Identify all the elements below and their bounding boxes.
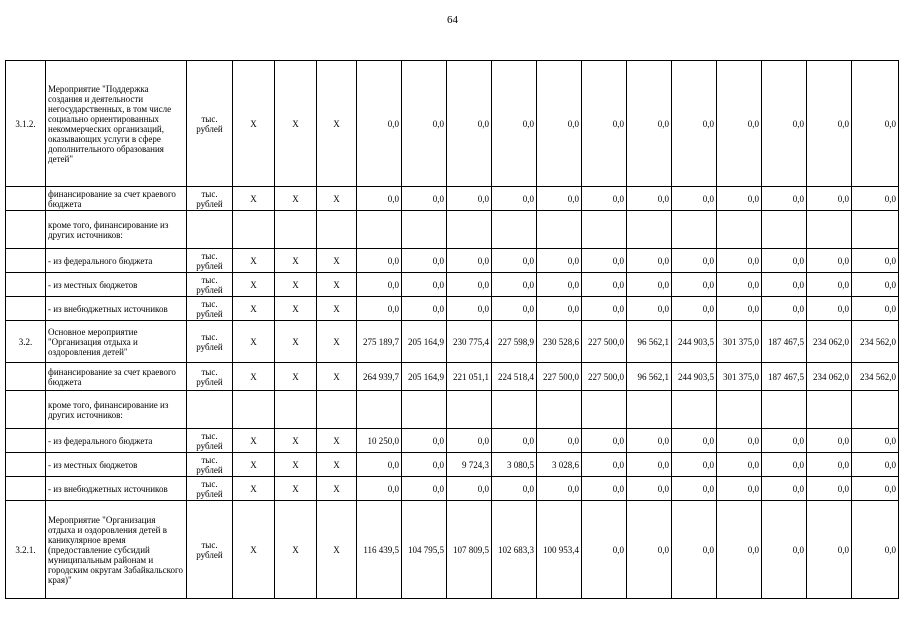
row-number: [6, 391, 46, 429]
value-cell: 0,0: [717, 477, 762, 501]
value-cell: [762, 391, 807, 429]
x-cell: X: [317, 297, 357, 321]
value-cell: 0,0: [357, 273, 402, 297]
x-cell: X: [275, 501, 317, 599]
row-name: - из внебюджетных источников: [46, 477, 187, 501]
table-row: [6, 321, 899, 363]
value-cell: 0,0: [627, 501, 672, 599]
value-cell: 0,0: [492, 297, 537, 321]
x-cell: X: [275, 321, 317, 363]
value-cell: 0,0: [627, 273, 672, 297]
value-cell: [537, 391, 582, 429]
value-cell: 0,0: [807, 187, 852, 211]
x-cell: X: [275, 249, 317, 273]
value-cell: 0,0: [852, 249, 899, 273]
x-cell: X: [233, 363, 275, 391]
row-unit: тыс. рублей: [187, 297, 233, 321]
row-unit: тыс. рублей: [187, 249, 233, 273]
value-cell: 234 062,0: [807, 363, 852, 391]
value-cell: 0,0: [627, 61, 672, 187]
value-cell: 0,0: [762, 249, 807, 273]
value-cell: 0,0: [672, 477, 717, 501]
x-cell: X: [317, 429, 357, 453]
value-cell: [717, 211, 762, 249]
row-name: - из местных бюджетов: [46, 273, 187, 297]
value-cell: 0,0: [717, 429, 762, 453]
table-row: [6, 211, 899, 249]
row-number: 3.2.1.: [6, 501, 46, 599]
value-cell: [807, 211, 852, 249]
value-cell: 0,0: [447, 429, 492, 453]
value-cell: 0,0: [627, 187, 672, 211]
row-number: [6, 453, 46, 477]
value-cell: 0,0: [852, 429, 899, 453]
x-cell: X: [233, 501, 275, 599]
value-cell: 0,0: [582, 453, 627, 477]
value-cell: [447, 391, 492, 429]
x-cell: X: [275, 273, 317, 297]
row-name: кроме того, финансирование из других источников:: [46, 391, 187, 429]
value-cell: 104 795,5: [402, 501, 447, 599]
value-cell: 0,0: [492, 429, 537, 453]
value-cell: 244 903,5: [672, 321, 717, 363]
x-cell: X: [317, 363, 357, 391]
row-number: [6, 477, 46, 501]
value-cell: [402, 211, 447, 249]
value-cell: 187 467,5: [762, 321, 807, 363]
value-cell: 0,0: [537, 273, 582, 297]
row-name: - из местных бюджетов: [46, 453, 187, 477]
budget-table: [5, 60, 899, 599]
value-cell: 187 467,5: [762, 363, 807, 391]
value-cell: 0,0: [537, 187, 582, 211]
value-cell: [672, 391, 717, 429]
value-cell: 0,0: [852, 297, 899, 321]
value-cell: 0,0: [807, 273, 852, 297]
value-cell: 9 724,3: [447, 453, 492, 477]
value-cell: 224 518,4: [492, 363, 537, 391]
value-cell: 0,0: [402, 453, 447, 477]
value-cell: 116 439,5: [357, 501, 402, 599]
value-cell: 0,0: [357, 61, 402, 187]
x-cell: X: [317, 321, 357, 363]
value-cell: 96 562,1: [627, 363, 672, 391]
value-cell: 0,0: [492, 273, 537, 297]
x-cell: X: [275, 477, 317, 501]
row-name: Основное мероприятие "Организация отдыха и оздоровления детей": [46, 321, 187, 363]
x-cell: X: [275, 453, 317, 477]
row-name: финансирование за счет краевого бюджета: [46, 363, 187, 391]
table-row: [6, 477, 899, 501]
x-cell: X: [275, 297, 317, 321]
value-cell: 0,0: [582, 249, 627, 273]
x-cell: X: [275, 61, 317, 187]
value-cell: 0,0: [627, 297, 672, 321]
value-cell: 230 775,4: [447, 321, 492, 363]
value-cell: 234 562,0: [852, 321, 899, 363]
value-cell: 275 189,7: [357, 321, 402, 363]
value-cell: 0,0: [492, 249, 537, 273]
x-cell: X: [233, 297, 275, 321]
value-cell: 0,0: [402, 297, 447, 321]
value-cell: 0,0: [537, 249, 582, 273]
x-cell: [317, 391, 357, 429]
value-cell: 0,0: [672, 249, 717, 273]
table-row: [6, 187, 899, 211]
x-cell: X: [317, 477, 357, 501]
row-unit: тыс. рублей: [187, 187, 233, 211]
value-cell: 3 080,5: [492, 453, 537, 477]
table-row: [6, 61, 899, 187]
row-unit: тыс. рублей: [187, 273, 233, 297]
value-cell: 0,0: [402, 429, 447, 453]
value-cell: 0,0: [447, 61, 492, 187]
value-cell: 0,0: [357, 297, 402, 321]
row-unit: тыс. рублей: [187, 429, 233, 453]
value-cell: 0,0: [672, 61, 717, 187]
x-cell: X: [275, 429, 317, 453]
value-cell: 0,0: [402, 61, 447, 187]
value-cell: [627, 211, 672, 249]
value-cell: 0,0: [807, 477, 852, 501]
value-cell: 0,0: [807, 297, 852, 321]
value-cell: 0,0: [852, 273, 899, 297]
x-cell: X: [317, 187, 357, 211]
x-cell: X: [317, 273, 357, 297]
page-number: 64: [447, 14, 458, 26]
value-cell: 0,0: [717, 453, 762, 477]
value-cell: 0,0: [537, 477, 582, 501]
x-cell: X: [317, 249, 357, 273]
value-cell: [402, 391, 447, 429]
x-cell: [275, 391, 317, 429]
row-name: Мероприятие "Организация отдыха и оздоровления детей в каникулярное время (предоставление субсидий муниципальным районам и городским округам Забайкальского края)": [46, 501, 187, 599]
value-cell: [357, 211, 402, 249]
value-cell: [762, 211, 807, 249]
row-name: - из федерального бюджета: [46, 429, 187, 453]
value-cell: 0,0: [627, 429, 672, 453]
value-cell: 0,0: [672, 297, 717, 321]
value-cell: 0,0: [627, 453, 672, 477]
row-number: [6, 273, 46, 297]
row-name: - из федерального бюджета: [46, 249, 187, 273]
row-number: 3.1.2.: [6, 61, 46, 187]
x-cell: [317, 211, 357, 249]
row-number: [6, 187, 46, 211]
x-cell: X: [317, 61, 357, 187]
value-cell: 0,0: [402, 477, 447, 501]
row-name: Мероприятие "Поддержка создания и деятельности негосударственных, в том числе социально ориентированных некоммерческих организаций, оказывающих услуги в сфере дополнительного образования детей": [46, 61, 187, 187]
value-cell: 0,0: [762, 61, 807, 187]
value-cell: 0,0: [582, 273, 627, 297]
value-cell: 0,0: [852, 453, 899, 477]
value-cell: 301 375,0: [717, 321, 762, 363]
value-cell: 0,0: [672, 187, 717, 211]
value-cell: 0,0: [447, 187, 492, 211]
row-unit: тыс. рублей: [187, 477, 233, 501]
value-cell: 0,0: [717, 501, 762, 599]
row-unit: [187, 391, 233, 429]
value-cell: 0,0: [762, 297, 807, 321]
value-cell: [537, 211, 582, 249]
value-cell: 264 939,7: [357, 363, 402, 391]
value-cell: [357, 391, 402, 429]
value-cell: 227 500,0: [582, 321, 627, 363]
value-cell: [447, 211, 492, 249]
value-cell: 96 562,1: [627, 321, 672, 363]
value-cell: 0,0: [807, 61, 852, 187]
value-cell: 100 953,4: [537, 501, 582, 599]
row-unit: [187, 211, 233, 249]
value-cell: 0,0: [537, 61, 582, 187]
x-cell: X: [233, 249, 275, 273]
value-cell: 244 903,5: [672, 363, 717, 391]
table-row: [6, 249, 899, 273]
value-cell: 0,0: [762, 477, 807, 501]
value-cell: 0,0: [492, 61, 537, 187]
value-cell: 0,0: [447, 477, 492, 501]
value-cell: 0,0: [402, 249, 447, 273]
value-cell: 0,0: [852, 501, 899, 599]
table-row: [6, 453, 899, 477]
row-unit: тыс. рублей: [187, 363, 233, 391]
table-row: [6, 391, 899, 429]
value-cell: 0,0: [492, 187, 537, 211]
x-cell: X: [233, 321, 275, 363]
row-number: [6, 429, 46, 453]
value-cell: 0,0: [447, 273, 492, 297]
value-cell: 301 375,0: [717, 363, 762, 391]
value-cell: [852, 211, 899, 249]
value-cell: 0,0: [582, 477, 627, 501]
row-unit: тыс. рублей: [187, 501, 233, 599]
value-cell: 0,0: [357, 187, 402, 211]
value-cell: 0,0: [717, 61, 762, 187]
x-cell: X: [233, 477, 275, 501]
value-cell: 0,0: [672, 273, 717, 297]
value-cell: 10 250,0: [357, 429, 402, 453]
table-row: [6, 297, 899, 321]
value-cell: [492, 391, 537, 429]
value-cell: 0,0: [582, 429, 627, 453]
value-cell: 0,0: [807, 429, 852, 453]
row-name: - из внебюджетных источников: [46, 297, 187, 321]
value-cell: 0,0: [672, 453, 717, 477]
value-cell: 0,0: [402, 273, 447, 297]
value-cell: 227 598,9: [492, 321, 537, 363]
value-cell: 0,0: [852, 61, 899, 187]
value-cell: 0,0: [447, 297, 492, 321]
x-cell: X: [233, 429, 275, 453]
value-cell: 0,0: [447, 249, 492, 273]
value-cell: 205 164,9: [402, 363, 447, 391]
value-cell: 0,0: [762, 187, 807, 211]
value-cell: [492, 211, 537, 249]
x-cell: [275, 211, 317, 249]
value-cell: [582, 391, 627, 429]
value-cell: 0,0: [807, 501, 852, 599]
value-cell: 230 528,6: [537, 321, 582, 363]
row-unit: тыс. рублей: [187, 453, 233, 477]
x-cell: [233, 391, 275, 429]
value-cell: 0,0: [672, 501, 717, 599]
value-cell: 0,0: [717, 297, 762, 321]
row-number: 3.2.: [6, 321, 46, 363]
value-cell: 227 500,0: [537, 363, 582, 391]
row-number: [6, 211, 46, 249]
value-cell: [672, 211, 717, 249]
value-cell: 0,0: [717, 273, 762, 297]
value-cell: 0,0: [852, 187, 899, 211]
x-cell: X: [275, 187, 317, 211]
value-cell: 0,0: [357, 249, 402, 273]
row-number: [6, 363, 46, 391]
value-cell: 234 062,0: [807, 321, 852, 363]
x-cell: X: [233, 61, 275, 187]
value-cell: 234 562,0: [852, 363, 899, 391]
value-cell: 0,0: [582, 61, 627, 187]
value-cell: [627, 391, 672, 429]
value-cell: 221 051,1: [447, 363, 492, 391]
value-cell: 102 683,3: [492, 501, 537, 599]
value-cell: 0,0: [582, 501, 627, 599]
x-cell: [233, 211, 275, 249]
table-row: [6, 429, 899, 453]
row-number: [6, 249, 46, 273]
x-cell: X: [317, 501, 357, 599]
x-cell: X: [275, 363, 317, 391]
value-cell: 205 164,9: [402, 321, 447, 363]
value-cell: 0,0: [807, 453, 852, 477]
value-cell: 0,0: [537, 297, 582, 321]
value-cell: 227 500,0: [582, 363, 627, 391]
value-cell: 0,0: [717, 187, 762, 211]
x-cell: X: [233, 187, 275, 211]
value-cell: 0,0: [762, 453, 807, 477]
value-cell: 0,0: [537, 429, 582, 453]
value-cell: [807, 391, 852, 429]
x-cell: X: [317, 453, 357, 477]
value-cell: 0,0: [717, 249, 762, 273]
value-cell: 0,0: [357, 453, 402, 477]
value-cell: 0,0: [357, 477, 402, 501]
value-cell: 0,0: [762, 429, 807, 453]
value-cell: 0,0: [672, 429, 717, 453]
row-number: [6, 297, 46, 321]
table-row: [6, 273, 899, 297]
row-unit: тыс. рублей: [187, 321, 233, 363]
value-cell: 0,0: [762, 501, 807, 599]
value-cell: 0,0: [852, 477, 899, 501]
row-name: кроме того, финансирование из других источников:: [46, 211, 187, 249]
row-unit: тыс. рублей: [187, 61, 233, 187]
value-cell: 3 028,6: [537, 453, 582, 477]
value-cell: 0,0: [627, 249, 672, 273]
value-cell: 0,0: [762, 273, 807, 297]
table-row: [6, 501, 899, 599]
value-cell: 0,0: [582, 297, 627, 321]
value-cell: 0,0: [402, 187, 447, 211]
value-cell: 0,0: [492, 477, 537, 501]
table-row: [6, 363, 899, 391]
value-cell: 0,0: [807, 249, 852, 273]
value-cell: 0,0: [627, 477, 672, 501]
row-name: финансирование за счет краевого бюджета: [46, 187, 187, 211]
x-cell: X: [233, 453, 275, 477]
x-cell: X: [233, 273, 275, 297]
value-cell: [582, 211, 627, 249]
value-cell: 107 809,5: [447, 501, 492, 599]
value-cell: [852, 391, 899, 429]
value-cell: 0,0: [582, 187, 627, 211]
value-cell: [717, 391, 762, 429]
